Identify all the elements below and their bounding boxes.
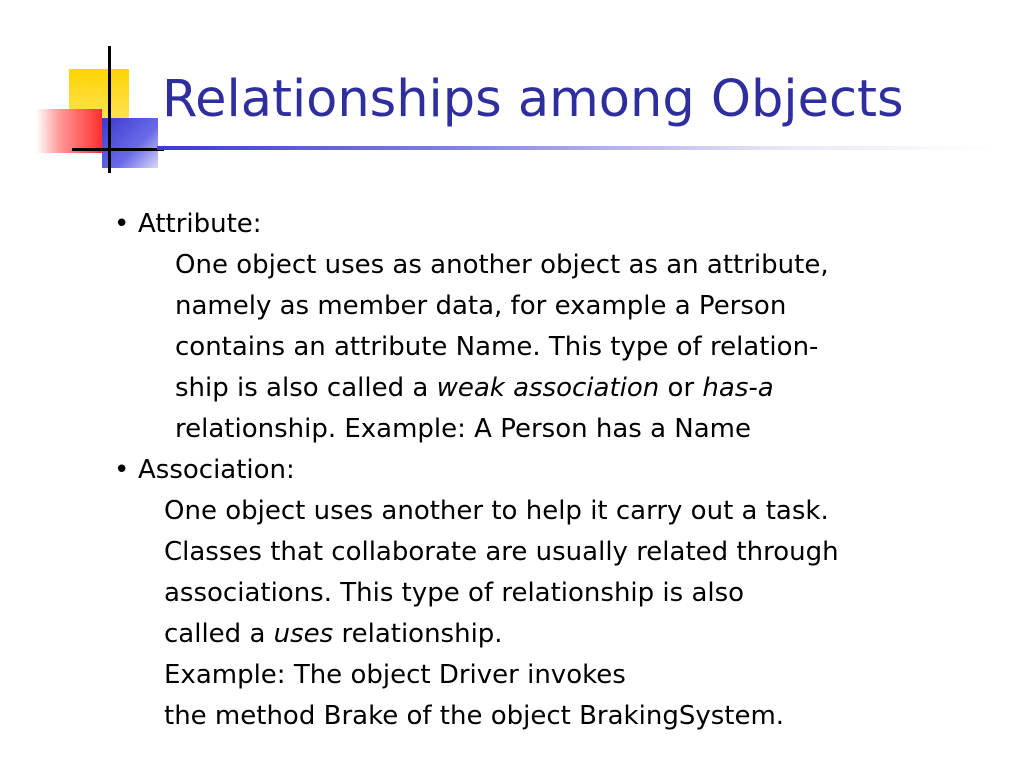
association-description — [114, 491, 994, 737]
association-line: associations. This type of relationship is also — [164, 578, 745, 608]
slide-logo-graphic — [0, 0, 170, 180]
bullet-attribute — [114, 204, 994, 245]
bullet-association — [114, 450, 994, 491]
association-example-line: Example: The object Driver invokes — [164, 660, 626, 690]
bullet-icon: • — [114, 209, 130, 239]
term-weak-association: weak association — [436, 373, 660, 403]
association-line: Classes that collaborate are usually related through — [164, 537, 839, 567]
logo-red-square — [36, 109, 102, 153]
association-line-text: relationship. — [333, 619, 503, 649]
attribute-line: relationship. Example: A Person has a Name — [175, 414, 751, 444]
attribute-line: One object uses as another object as an attribute, — [175, 250, 829, 280]
logo-horizontal-line — [72, 148, 164, 151]
bullet-label-association: Association: — [138, 455, 295, 485]
attribute-line: namely as member data, for example a Person — [175, 291, 787, 321]
attribute-line-text: ship is also called a — [175, 373, 437, 403]
attribute-line-text: or — [659, 373, 703, 403]
logo-vertical-line — [108, 46, 111, 173]
association-line: One object uses another to help it carry out a task. — [164, 496, 829, 526]
title-underline — [157, 146, 997, 150]
association-example-line: the method Brake of the object BrakingSystem. — [164, 701, 785, 731]
term-uses: uses — [273, 619, 334, 649]
slide-title: Relationships among Objects — [162, 70, 904, 129]
slide-content — [114, 204, 994, 737]
attribute-line — [175, 368, 994, 409]
bullet-icon: • — [114, 455, 130, 485]
term-has-a: has-a — [702, 373, 774, 403]
bullet-label-attribute: Attribute: — [138, 209, 262, 239]
attribute-description — [114, 245, 994, 450]
attribute-line: contains an attribute Name. This type of relation- — [175, 332, 819, 362]
association-line — [164, 614, 994, 655]
association-line-text: called a — [164, 619, 274, 649]
